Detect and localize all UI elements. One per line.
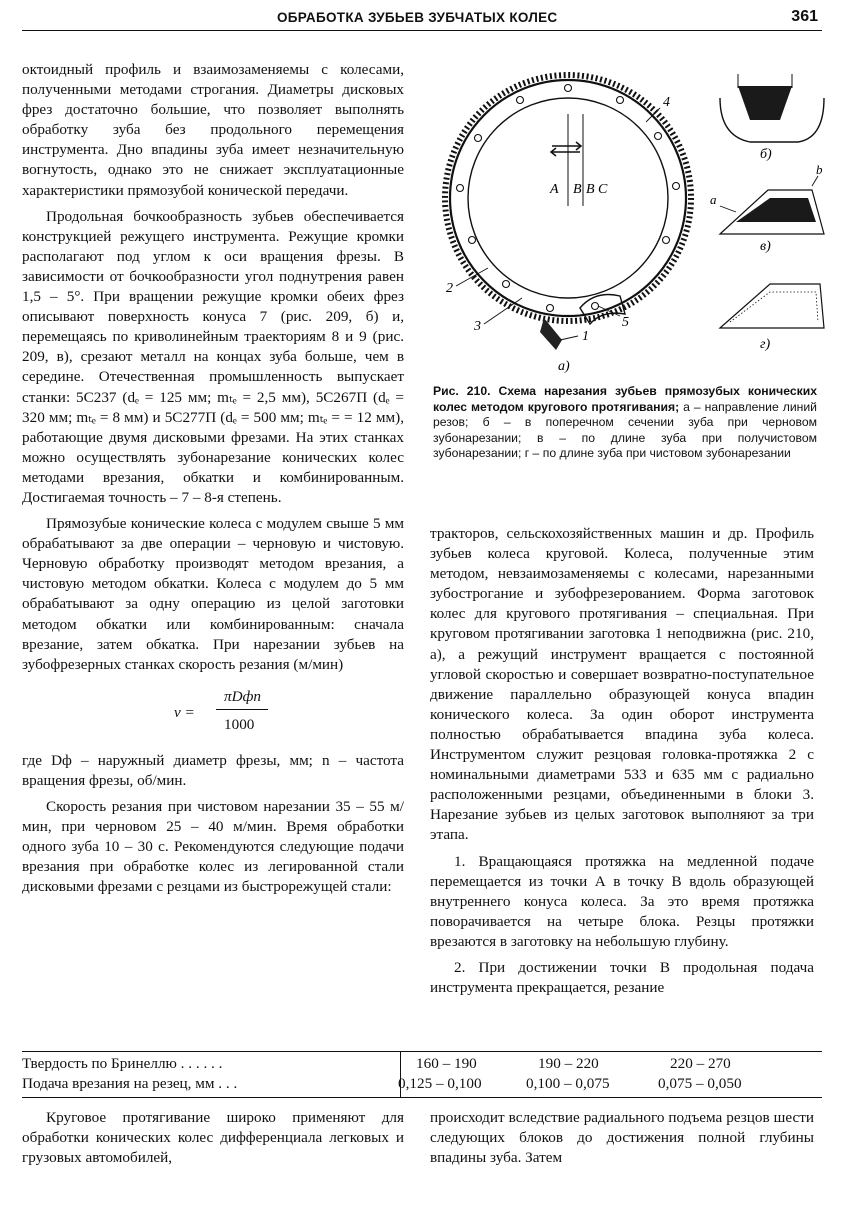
caption-prefix: Рис. 210. Схема нарезания зубьев прямозубых конических колес методом кругового протягивания; (433, 384, 817, 414)
label-S: С (598, 182, 608, 197)
bottom-left-text (22, 1108, 404, 1168)
page-header (22, 8, 822, 31)
table-cell: 160 – 190 (416, 1055, 477, 1072)
bottom-right-text (430, 1108, 814, 1168)
formula-numerator: πDфn (224, 687, 261, 705)
label-small-b: b (816, 162, 823, 177)
panel-v-length-semifinish (710, 162, 824, 254)
cutting-speed-formula (22, 685, 404, 743)
formula-lhs: v = (174, 703, 195, 721)
label-A: A (550, 182, 559, 197)
label-2: 2 (446, 281, 453, 296)
right-paragraph-3: 2. При достижении точки В продольная подача инструмента прекращается, резание (430, 958, 814, 997)
left-column (22, 60, 404, 897)
table-cell: 0,075 – 0,050 (658, 1075, 742, 1092)
label-a: а) (558, 359, 570, 374)
figure-210 (420, 58, 830, 378)
formula-denominator: 1000 (224, 715, 255, 733)
fraction-bar (216, 709, 268, 710)
label-b: б) (760, 147, 772, 162)
table-row-2-label: Подача врезания на резец, мм . . . (22, 1075, 238, 1092)
right-paragraph-1: тракторов, сельскохозяйственных машин и др. Профиль зубьев колеса круговой. Колеса, полученные этим методом, невзаимозаменяемы с колесами, нарезанными зубострогание и зубофрезерованием. Форма заготовок колес для кругового протягивания – специальная. При круговом протягивании заготовка 1 неподвижна (рис. 210, а), а режущий инструмент вращается с постоянной угловой скоростью и совершает возвратно-поступательное движение параллельно образующей конуса впадин конического колеса. За один оборот инструмента полностью обрабатывается впадина зуба колеса. Инструментом служит резцовая головка-протяжка 2 с номинальными диаметрами 533 и 635 мм с радиально расположенными резцами, объединенными в блоки 3. Нарезание зубьев из целых заготовок выполняют за три этапа. (430, 525, 814, 844)
label-V: В (586, 182, 595, 197)
label-B: B (573, 182, 582, 197)
left-paragraph-3: Прямозубые конические колеса с модулем свыше 5 мм обрабатывают за две операции – черновую и чистовую. Черновую обработку производят методом врезания, а чистовую методом обкатки. Колеса с модулем до 5 мм обрабатывают за одну операцию из целой заготовки методом обкатки или комбинированным: сначала врезание, затем обкатка. При нарезании зубьев на зубофрезерных станках скорость резания (м/мин) (22, 515, 404, 673)
caption-body: а – направление линий резов; б – в поперечном сечении зуба при черновом зубонарезании; в – по длине зуба при получистовом зубонарезании; г – по длине зуба при чистовом зубонарезании (433, 399, 817, 460)
right-paragraph-2: 1. Вращающаяся протяжка на медленной подаче перемещается из точки А в точку В вдоль образующей внутреннего конуса колеса. За это время протяжка поворачивается на четыре блока. Резцы протяжки врезаются в заготовку на небольшую глубину. (430, 852, 814, 950)
left-paragraph-5: Скорость резания при чистовом нарезании 35 – 55 м/мин, при черновом 25 – 40 м/мин. Время обработки одного зуба 10 – 30 с. Рекомендуются следующие подачи врезания при обработке колес из легированной стали дисковыми фрезами с резцами из быстрорежущей стали: (22, 798, 404, 896)
panel-g-length-finish (720, 284, 824, 352)
label-small-a: а (710, 192, 717, 207)
label-1: 1 (582, 329, 589, 344)
direction-arrow-icon (551, 142, 581, 156)
table-cell: 190 – 220 (538, 1055, 599, 1072)
running-title: ОБРАБОТКА ЗУБЬЕВ ЗУБЧАТЫХ КОЛЕС (277, 10, 558, 25)
bottom-right-paragraph: происходит вследствие радиального подъема резцов шести следующих блоков до достижения полной глубины впадины зуба. Затем (430, 1109, 814, 1167)
table-cell: 220 – 270 (670, 1055, 731, 1072)
table-bottom-rule (22, 1097, 822, 1098)
table-row-1-label: Твердость по Бринеллю . . . . . . (22, 1055, 223, 1072)
right-column (430, 524, 814, 998)
left-paragraph-4: где Dф – наружный диаметр фрезы, мм; n – частота вращения фрезы, об/мин. (22, 751, 404, 789)
table-cell: 0,125 – 0,100 (398, 1075, 482, 1092)
panel-b-cross-section (720, 74, 824, 162)
bottom-left-paragraph: Круговое протягивание широко применяют для обработки конических колес дифференциала легковых и грузовых автомобилей, (22, 1109, 404, 1167)
label-3: 3 (474, 319, 481, 334)
label-5: 5 (622, 315, 629, 330)
page-number: 361 (791, 8, 818, 25)
label-g: г) (760, 337, 771, 352)
left-paragraph-2: Продольная бочкообразность зубьев обеспечивается конструкцией режущего инструмента. Режущие кромки располагают под углом к оси вращения фрезы. В зависимости от бочкообразности угол поднутрения равен 1,5 – 5°. При вращении режущие кромки обеих фрез описывают поверхность конуса 7 (рис. 209, б) и, перемещаясь по криволинейным траекториям 8 и 9 (рис. 209, в), срезают металл на концах зуба больше, чем в середине. Отечественная промышленность выпускает станки: 5С237 (dₑ = 125 мм; mₜₑ = 2,5 мм), 5С267П (dₑ = 320 мм; mₜₑ = 8 мм) и 5С277П (dₑ = 500 мм; mₜₑ = = 12 мм), работающие двумя дисковыми фрезами. На этих станках можно осуществлять зубонарезание конических колес методами врезания, обкатки и комбинированным. Достигаемая точность – 7 – 8-я степень. (22, 207, 404, 506)
label-v: в) (760, 239, 771, 254)
table-cell: 0,100 – 0,075 (526, 1075, 610, 1092)
label-4: 4 (663, 95, 670, 110)
table-top-rule (22, 1051, 822, 1052)
figure-caption (433, 384, 817, 462)
left-paragraph-1: октоидный профиль и взаимозаменяемы с колесами, полученными методами строгания. Диаметры дисковых фрез достаточно большие, что позволяет выполнять обработку зуба без продольного перемещения инструмента. Дно впадины зуба имеет незначительную вогнутость, однако это не снижает эксплуатационные характеристики прямозубой конической передачи. (22, 61, 404, 199)
